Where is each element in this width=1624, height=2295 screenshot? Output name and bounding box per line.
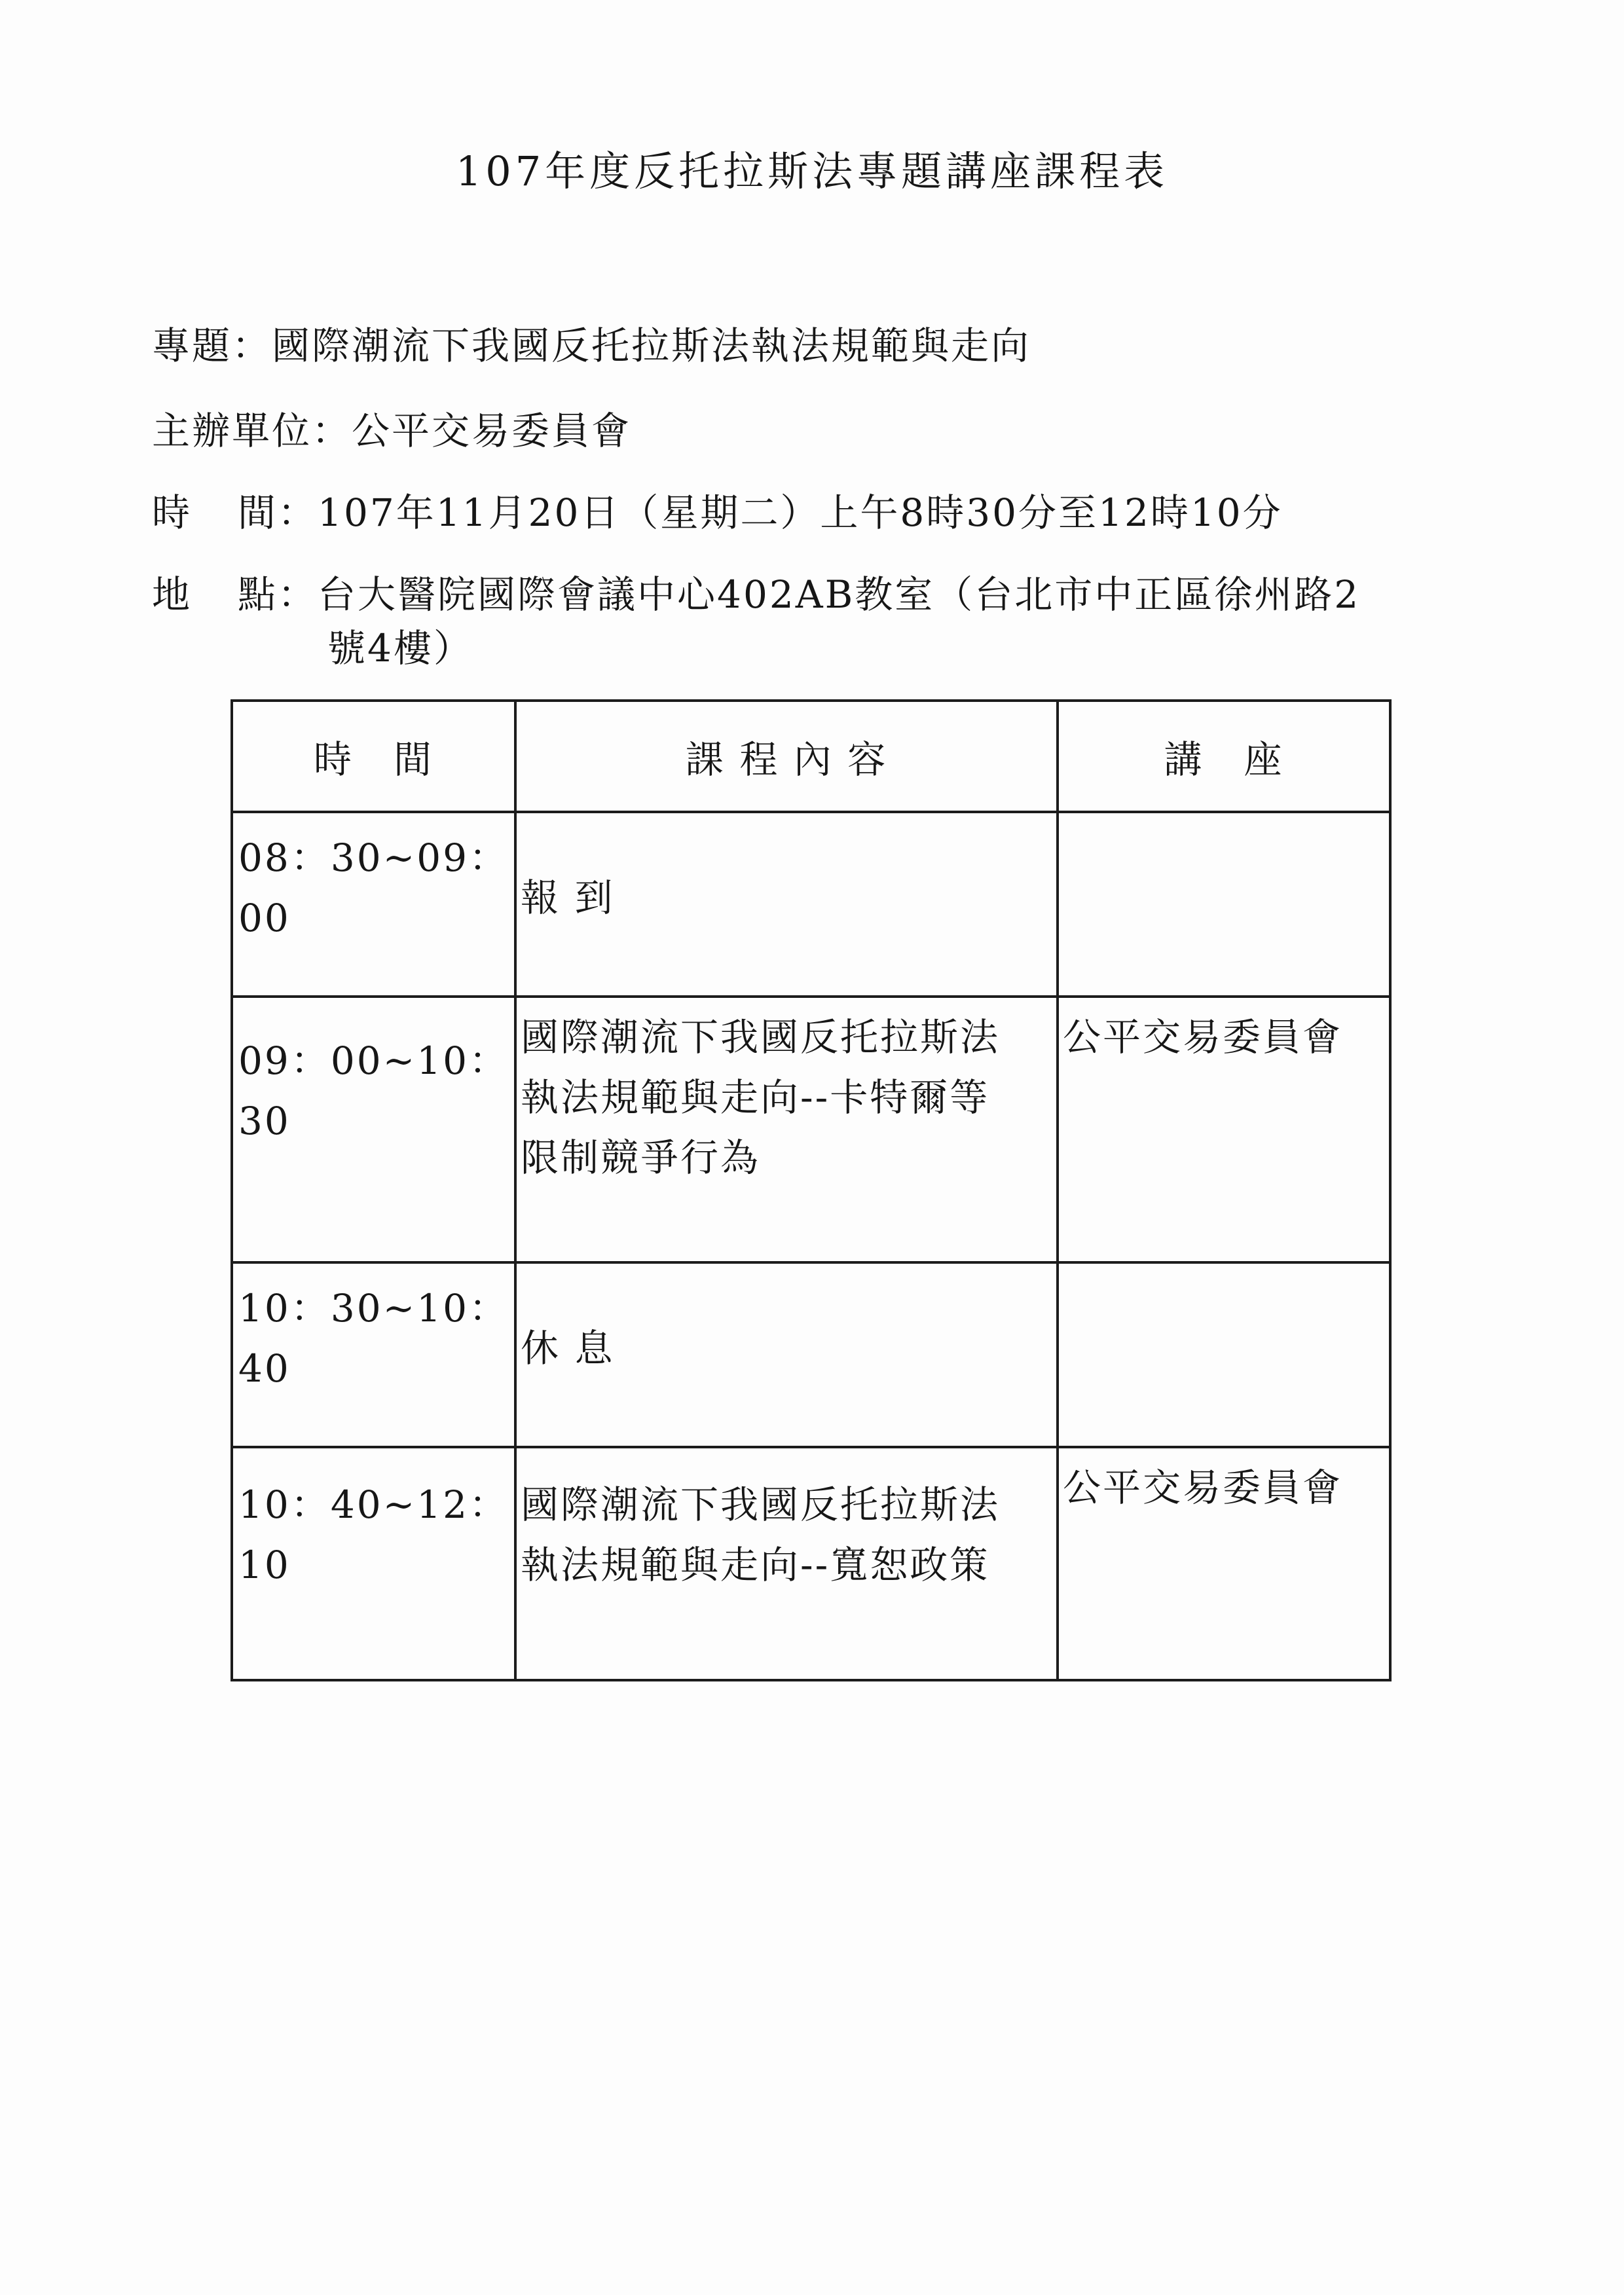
table-row: [232, 1447, 1390, 1680]
speaker-cell: 公平交易委員會: [1058, 997, 1390, 1262]
speaker-cell: 公平交易委員會: [1058, 1447, 1390, 1680]
place-value-line2: 號4樓）: [327, 626, 473, 670]
time-start-hour: 08: [238, 835, 291, 880]
table-row: [232, 997, 1390, 1262]
time-end-minute: 30: [238, 1099, 291, 1143]
time-range: 30~09: [330, 835, 470, 880]
content-cell: [515, 997, 1058, 1262]
document-title: 107年度反托拉斯法專題講座課程表: [455, 147, 1169, 195]
time-end-minute: 10: [238, 1543, 291, 1587]
place-label-a: 地: [152, 572, 193, 617]
topic-line: [152, 321, 1031, 371]
time-cell: [232, 1447, 515, 1680]
time-end-minute: 40: [238, 1346, 291, 1391]
time-cell: [232, 1262, 515, 1447]
header-content: 課 程 內 容: [515, 701, 1058, 812]
content-line: 執法規範與走向--寬恕政策: [521, 1543, 990, 1587]
time-start-hour: 10: [238, 1482, 291, 1527]
time-sep: ：: [290, 835, 331, 880]
time-sep: ：: [290, 1286, 331, 1331]
header-time: 時 間: [232, 701, 515, 812]
time-sep: ：: [469, 1038, 509, 1083]
time-sep: ：: [290, 1482, 331, 1527]
time-sep: ：: [290, 1038, 331, 1083]
time-range: 00~10: [330, 1038, 470, 1083]
table-row: [232, 812, 1390, 997]
time-sep: ：: [469, 1286, 509, 1331]
topic-value: 國際潮流下我國反托拉斯法執法規範與走向: [272, 323, 1031, 368]
time-line: [152, 488, 1283, 538]
topic-label: 專題：: [152, 323, 272, 368]
content-line: 國際潮流下我國反托拉斯法: [521, 1482, 1001, 1527]
organizer-value: 公平交易委員會: [352, 409, 632, 453]
content-cell: [515, 1447, 1058, 1680]
organizer-line: [152, 406, 631, 456]
organizer-label: 主辦單位：: [152, 409, 352, 453]
speaker-cell: [1058, 812, 1390, 997]
place-label-b: 點: [238, 572, 278, 617]
schedule-table: [231, 699, 1392, 1681]
content-cell: [515, 1262, 1058, 1447]
time-cell: [232, 812, 515, 997]
time-start-hour: 09: [238, 1038, 291, 1083]
table-row: [232, 1262, 1390, 1447]
time-label-a: 時: [152, 490, 193, 535]
time-start-hour: 10: [238, 1286, 291, 1331]
time-range: 30~10: [330, 1286, 470, 1331]
time-value: 107年11月20日（星期二）上午8時30分至12時10分: [318, 490, 1283, 535]
time-cell: [232, 997, 515, 1262]
content-line: 限制競爭行為: [521, 1135, 761, 1180]
content-line: 執法規範與走向--卡特爾等: [521, 1075, 990, 1120]
place-line: [152, 570, 1360, 619]
content-text: 休 息: [521, 1326, 615, 1370]
time-label-b: 間: [238, 490, 278, 535]
time-sep: ：: [469, 835, 509, 880]
time-end-minute: 00: [238, 896, 291, 940]
content-text: 報 到: [521, 875, 615, 920]
speaker-cell: [1058, 1262, 1390, 1447]
time-colon: ：: [278, 490, 318, 535]
time-range: 40~12: [330, 1482, 470, 1527]
time-sep: ：: [469, 1482, 509, 1527]
place-value-line1: 台大醫院國際會議中心402AB教室（台北市中正區徐州路2: [318, 572, 1361, 617]
place-colon: ：: [278, 572, 318, 617]
table-header-row: [232, 701, 1390, 812]
content-line: 國際潮流下我國反托拉斯法: [521, 1015, 1001, 1059]
header-speaker: 講 座: [1058, 701, 1390, 812]
content-cell: [515, 812, 1058, 997]
